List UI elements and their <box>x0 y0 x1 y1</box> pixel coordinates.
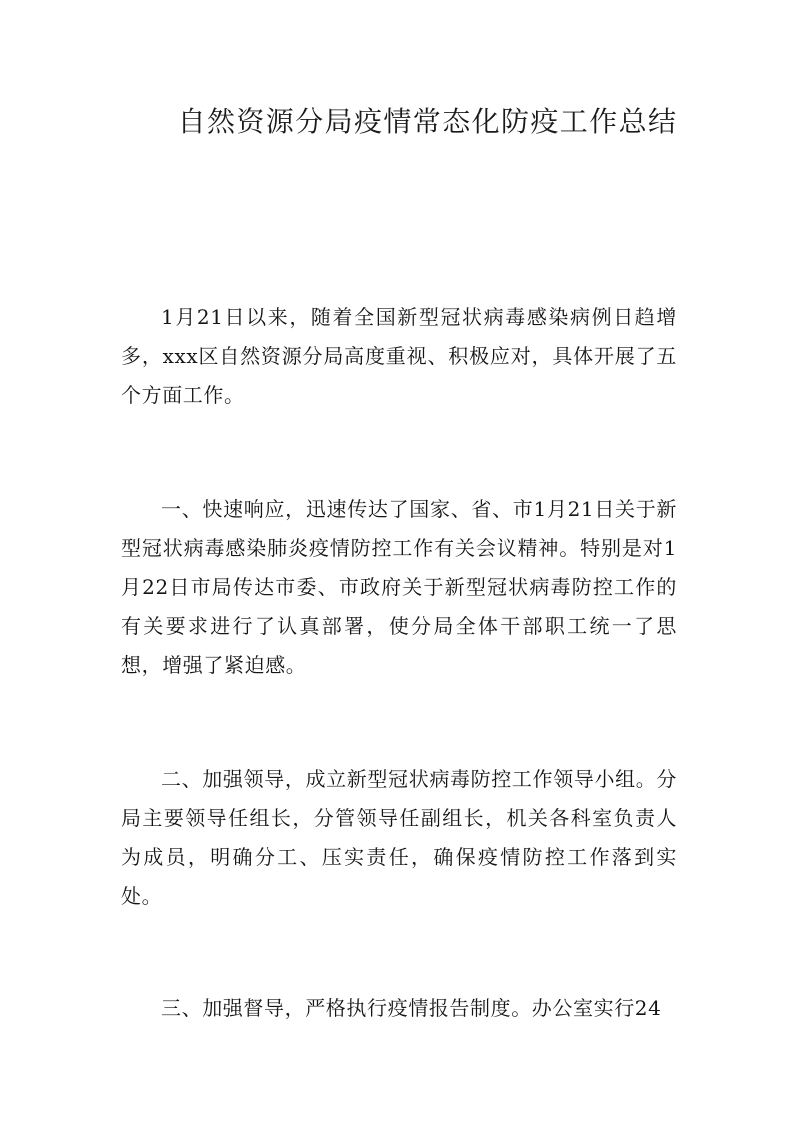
section-one-paragraph: 一、快速响应，迅速传达了国家、省、市1月21日关于新型冠状病毒感染肺炎疫情防控工作有关会议精神。特别是对1月22日市局传达市委、市政府关于新型冠状病毒防控工作的有关要求进行了认真部署，使分局全体干部职工统一了思想，增强了紧迫感。 <box>121 497 677 677</box>
intro-paragraph: 1月21日以来，随着全国新型冠状病毒感染病例日趋增多，xxx区自然资源分局高度重视、积极应对，具体开展了五个方面工作。 <box>121 305 677 407</box>
section-three-paragraph: 三、加强督导，严格执行疫情报告制度。办公室实行24 <box>161 996 662 1020</box>
section-two-paragraph: 二、加强领导，成立新型冠状病毒防控工作领导小组。分局主要领导任组长，分管领导任副组长，机关各科室负责人为成员，明确分工、压实责任，确保疫情防控工作落到实处。 <box>121 767 677 908</box>
document-title: 自然资源分局疫情常态化防疫工作总结 <box>177 105 678 138</box>
